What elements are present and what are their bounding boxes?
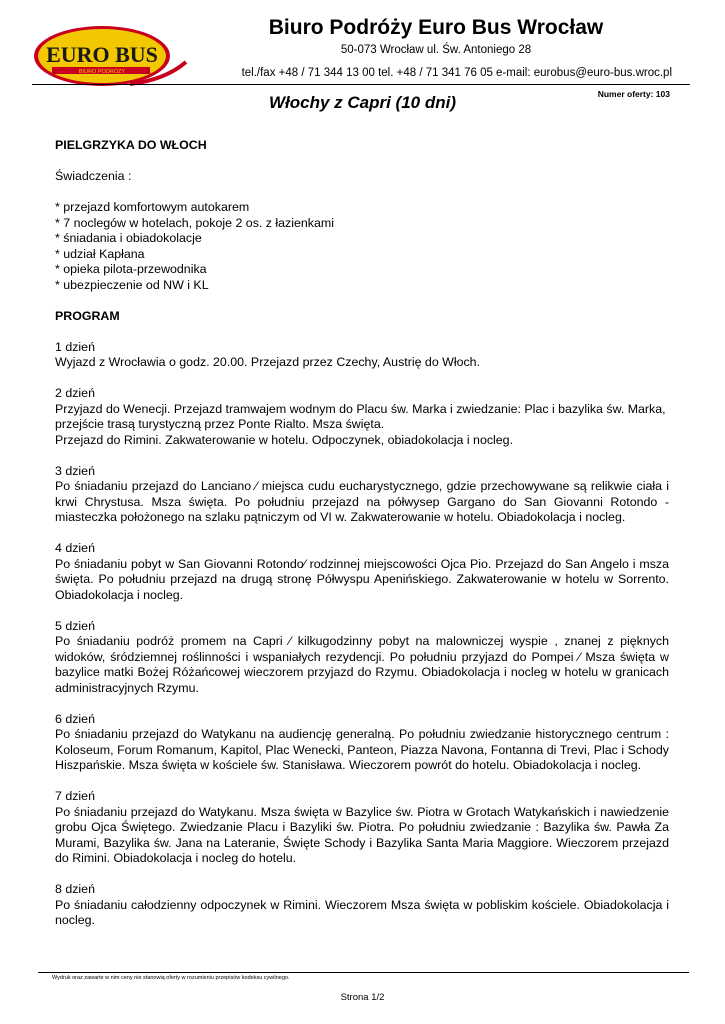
- footer-disclaimer: Wydruk oraz zawarte w nim ceny nie stanowią oferty w rozumieniu przepisów kodeksu cywilnego.: [52, 975, 290, 981]
- company-address: 50-073 Wrocław ul. Św. Antoniego 28: [340, 44, 532, 56]
- list-item: * śniadania i obiadokolacje: [55, 231, 202, 245]
- day-label: 3 dzień: [55, 463, 95, 478]
- day-text: Po śniadaniu podróż promem na Capri ⁄ kilkugodzinny pobyt na malowniczej wyspie , znanej z pięknych widoków, śródziemnej roślinności i wspaniałych rezydencji. Po południu przyjazd do Pompei ⁄ Msza święta w bazylice matki Bożej Różańcowej wieczorem przyjazd do Rzymu. Obiadokolacja i nocleg w hotelu w granicach administracyjnych Rzymu.: [55, 634, 669, 695]
- day-label: 7 dzień: [55, 789, 95, 803]
- services-list: [55, 200, 669, 293]
- day-text: Po śniadaniu całodzienny odpoczynek w Rimini. Wieczorem Msza święta w pobliskim kościele. Obiadokolacja i nocleg.: [55, 897, 669, 927]
- page-number: Strona 1/2: [340, 992, 385, 1003]
- offer-number: Numer oferty: 103: [597, 89, 670, 99]
- program-day: [55, 619, 669, 697]
- list-item: * udział Kapłana: [55, 246, 145, 261]
- day-label: 1 dzień: [55, 339, 95, 354]
- program-day: [55, 712, 669, 774]
- day-text: Po śniadaniu pobyt w San Giovanni Rotondo⁄ rodzinnej miejscowości Ojca Pio. Przejazd do San Angelo i msza święta. Po południu przejazd na drugą stronę Półwyspu Apenińskiego. Zakwaterowanie w hotelu w Sorrento. Obiadokolacja i nocleg.: [55, 556, 669, 602]
- program-day: [55, 386, 669, 448]
- day-label: 5 dzień: [55, 618, 95, 633]
- logo-subtext: BIURO PODRÓŻY: [78, 69, 126, 75]
- program-day: [55, 340, 669, 371]
- euro-bus-logo-icon: [30, 18, 190, 98]
- day-text: Po śniadaniu przejazd do Lanciano ⁄ miejsca cudu eucharystycznego, gdzie przechowywane są relikwie ciała i krwi Chrystusa. Msza święta. Po południu przejazd na półwysep Gargano do San Giovanni Rotondo - miasteczka położonego na szlaku pątniczym od VI w. Zakwaterowanie w hotelu. Obiadokolacja i nocleg.: [55, 479, 669, 524]
- list-item: * ubezpieczenie od NW i KL: [55, 277, 209, 292]
- day-label: 4 dzień: [55, 541, 95, 555]
- day-text: Wyjazd z Wrocławia o godz. 20.00. Przejazd przez Czechy, Austrię do Włoch.: [55, 355, 481, 369]
- company-name: Biuro Podróży Euro Bus Wrocław: [268, 16, 604, 39]
- program-day: [55, 541, 669, 603]
- day-text: Po śniadaniu przejazd do Watykanu. Msza święta w Bazylice św. Piotra w Grotach Watykańskich i nawiedzenie grobu Ojca Świętego. Zwiedzanie Placu i Bazyliki św. Piotra. Po południu zwiedzanie : Bazylika św. Pawła Za Murami, Bazylika św. Jana na Lateranie, Święte Schody i Bazylika Santa Maria Maggiore. Wieczorem przejazd do Rimini. Obiadokolacja i nocleg do hotelu.: [55, 804, 669, 865]
- day-text: Przyjazd do Wenecji. Przejazd tramwajem wodnym do Placu św. Marka i zwiedzanie: Plac i bazylika św. Marka, przejście trasą turystyczną przez Ponte Rialto. Msza święta.: [55, 401, 666, 431]
- day-label: 2 dzień: [55, 386, 95, 400]
- day-label: 6 dzień: [55, 711, 95, 726]
- list-item: * 7 noclegów w hotelach, pokoje 2 os. z łazienkami: [55, 215, 334, 230]
- services-label: Świadczenia :: [55, 169, 132, 183]
- intro-heading: PIELGRZYKA DO WŁOCH: [55, 138, 207, 152]
- program-day: [55, 789, 669, 867]
- program-day: [55, 882, 669, 929]
- trip-title: Włochy z Capri (10 dni): [268, 93, 457, 112]
- company-contact: tel./fax +48 / 71 344 13 00 tel. +48 / 71 341 76 05 e-mail: eurobus@euro-bus.wroc.pl: [241, 67, 672, 79]
- program-heading: PROGRAM: [55, 308, 120, 323]
- day-label: 8 dzień: [55, 882, 95, 896]
- document-body: [55, 138, 669, 929]
- day-text: Po śniadaniu przejazd do Watykanu na audiencję generalną. Po południu zwiedzanie historycznego centrum : Koloseum, Forum Romanum, Kapitol, Plac Wenecki, Panteon, Piazza Navona, Fontanna di Trevi, Plac i Schody Hiszpańskie. Msza święta w kościele św. Stanisława. Wieczorem powrót do hotelu. Obiadokolacja i nocleg.: [55, 727, 669, 772]
- footer-divider: [38, 972, 689, 973]
- logo-text: EURO BUS: [46, 42, 158, 67]
- header-divider: [32, 84, 690, 85]
- program-day: [55, 464, 669, 526]
- day-text: Przejazd do Rimini. Zakwaterowanie w hotelu. Odpoczynek, obiadokolacja i nocleg.: [55, 432, 514, 447]
- list-item: * opieka pilota-przewodnika: [55, 262, 207, 276]
- company-logo: [30, 18, 190, 98]
- list-item: * przejazd komfortowym autokarem: [55, 200, 250, 214]
